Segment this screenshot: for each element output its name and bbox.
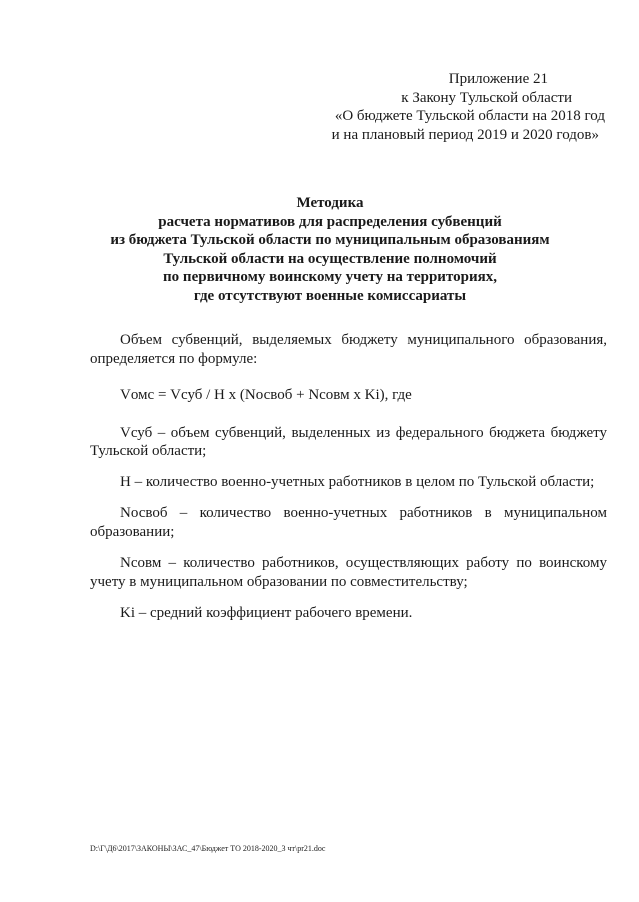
- appendix-law-reference: к Закону Тульской области: [401, 89, 572, 106]
- definition-vsub: Vсуб – объем субвенций, выделенных из федерального бюджета бюджету Тульской области;: [90, 424, 607, 459]
- definition-ki: Ki – средний коэффициент рабочего времени.: [120, 605, 413, 621]
- definition-nosvob: Nосвоб – количество военно-учетных работников в муниципальном образовании;: [90, 505, 607, 540]
- appendix-header: [285, 70, 605, 144]
- definition-n: Н – количество военно-учетных работников в целом по Тульской области;: [120, 473, 595, 490]
- appendix-number: Приложение 21: [448, 71, 548, 87]
- title-line-1: Методика: [296, 195, 364, 211]
- appendix-law-title-line1: «О бюджете Тульской области на 2018 год: [334, 108, 605, 124]
- appendix-law-title-line2: и на плановый период 2019 и 2020 годов»: [331, 126, 599, 143]
- document-title: [90, 194, 570, 305]
- title-line-6: где отсутствуют военные комиссариаты: [193, 287, 467, 304]
- title-line-5: по первичному воинскому учету на территориях,: [163, 269, 497, 285]
- file-path-footer: D:\Г\Д6\2017\ЗАКОНЫ\ЗАС_47\Бюджет ТО 2018-2020_3 чт\pr21.doc: [90, 844, 326, 853]
- title-line-3: из бюджета Тульской области по муниципальным образованиям: [110, 232, 550, 248]
- title-line-4: Тульской области на осуществление полномочий: [163, 250, 497, 267]
- definition-nsovm: Nсовм – количество работников, осуществляющих работу по воинскому учету в муниципальном образовании по совместительству;: [90, 555, 607, 590]
- document-body: [90, 331, 607, 623]
- formula: Vомс = Vсуб / Н х (Nосвоб + Nсовм х Ki), где: [120, 387, 412, 403]
- intro-paragraph: Объем субвенций, выделяемых бюджету муниципального образования, определяется по формуле:: [90, 332, 607, 367]
- title-line-2: расчета нормативов для распределения субвенций: [158, 213, 502, 230]
